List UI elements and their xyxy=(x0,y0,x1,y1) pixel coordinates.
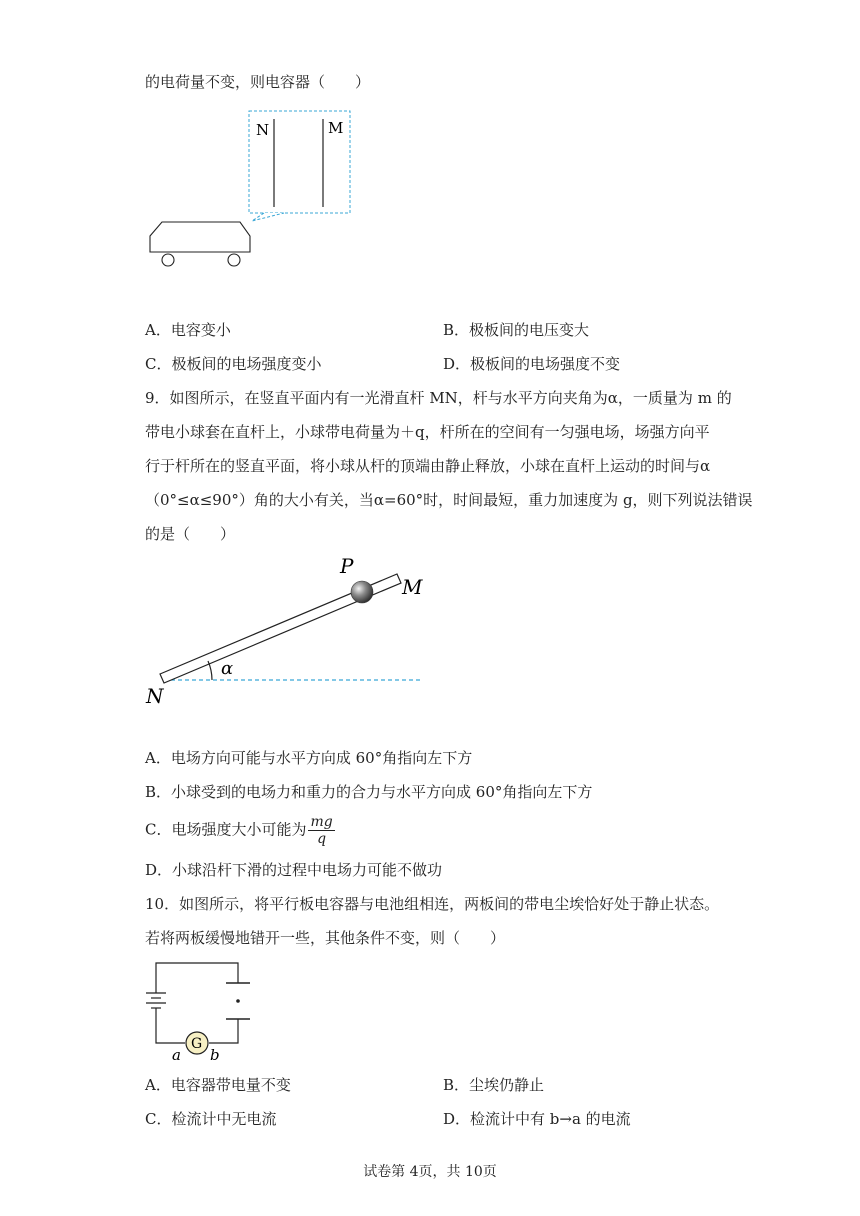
label-p: P xyxy=(340,554,354,578)
q9-stem-line-4: （0°≤α≤90°）角的大小有关，当α=60°时，时间最短，重力加速度为 g，则下列说法错误 xyxy=(145,491,753,509)
q8-option-b: B．极板间的电压变大 xyxy=(443,321,590,339)
label-b: b xyxy=(210,1046,220,1064)
label-a: a xyxy=(172,1046,181,1064)
q9-option-c xyxy=(145,814,335,847)
label-n: N xyxy=(256,121,270,139)
ball-p xyxy=(351,581,373,603)
q10-option-d: D．检流计中有 b→a 的电流 xyxy=(443,1110,631,1128)
figure-q10-circuit xyxy=(140,955,270,1065)
q9-stem-line-5: 的是（ ） xyxy=(145,525,236,543)
q10-stem-line-2: 若将两板缓慢地错开一些，其他条件不变，则（ ） xyxy=(145,929,506,947)
callout-pointer xyxy=(252,213,284,221)
label-alpha: α xyxy=(221,658,234,679)
dust-particle xyxy=(236,999,240,1003)
car-body xyxy=(150,222,250,252)
q9-option-d: D．小球沿杆下滑的过程中电场力可能不做功 xyxy=(145,861,443,879)
q10-option-c: C．检流计中无电流 xyxy=(145,1110,277,1128)
fraction-mg-over-q xyxy=(308,814,334,847)
q9-option-b: B．小球受到的电场力和重力的合力与水平方向成 60°角指向左下方 xyxy=(145,783,593,801)
page-footer: 试卷第 4页，共 10页 xyxy=(363,1164,497,1180)
car-wheel-right xyxy=(228,254,240,266)
bottom-wire-left xyxy=(156,1008,185,1043)
fraction-denominator: q xyxy=(317,831,327,847)
label-m: M xyxy=(328,119,344,137)
figure-q9-inclined-rod xyxy=(140,548,440,713)
q10-stem-line-1: 10．如图所示，将平行板电容器与电池组相连，两板间的带电尘埃恰好处于静止状态。 xyxy=(145,895,720,913)
label-m: M xyxy=(402,575,423,599)
q8-option-c: C．极板间的电场强度变小 xyxy=(145,355,322,373)
bottom-wire-right xyxy=(209,1019,238,1043)
q9-option-a: A．电场方向可能与水平方向成 60°角指向左下方 xyxy=(145,749,473,767)
car-wheel-left xyxy=(162,254,174,266)
label-n: N xyxy=(146,684,164,708)
q9-option-c-text: C．电场强度大小可能为 xyxy=(145,820,307,839)
q8-option-a: A．电容变小 xyxy=(145,321,231,339)
q10-option-a: A．电容器带电量不变 xyxy=(145,1076,291,1094)
fraction-numerator: mg xyxy=(310,814,333,830)
q8-option-d: D．极板间的电场强度不变 xyxy=(443,355,621,373)
q9-stem-line-2: 带电小球套在直杆上，小球带电荷量为＋q，杆所在的空间有一匀强电场，场强方向平 xyxy=(145,423,710,441)
top-wire xyxy=(156,963,238,993)
q9-stem-line-3: 行于杆所在的竖直平面，将小球从杆的顶端由静止释放，小球在直杆上运动的时间与α xyxy=(145,457,711,475)
question-8-stem-tail: 的电荷量不变，则电容器（ ） xyxy=(145,73,371,91)
galvanometer-label: G xyxy=(191,1036,203,1052)
q9-stem-line-1: 9．如图所示，在竖直平面内有一光滑直杆 MN，杆与水平方向夹角为α，一质量为 m 的 xyxy=(145,389,732,407)
figure-q8-car-capacitor xyxy=(140,105,365,270)
q10-option-b: B．尘埃仍静止 xyxy=(443,1076,545,1094)
